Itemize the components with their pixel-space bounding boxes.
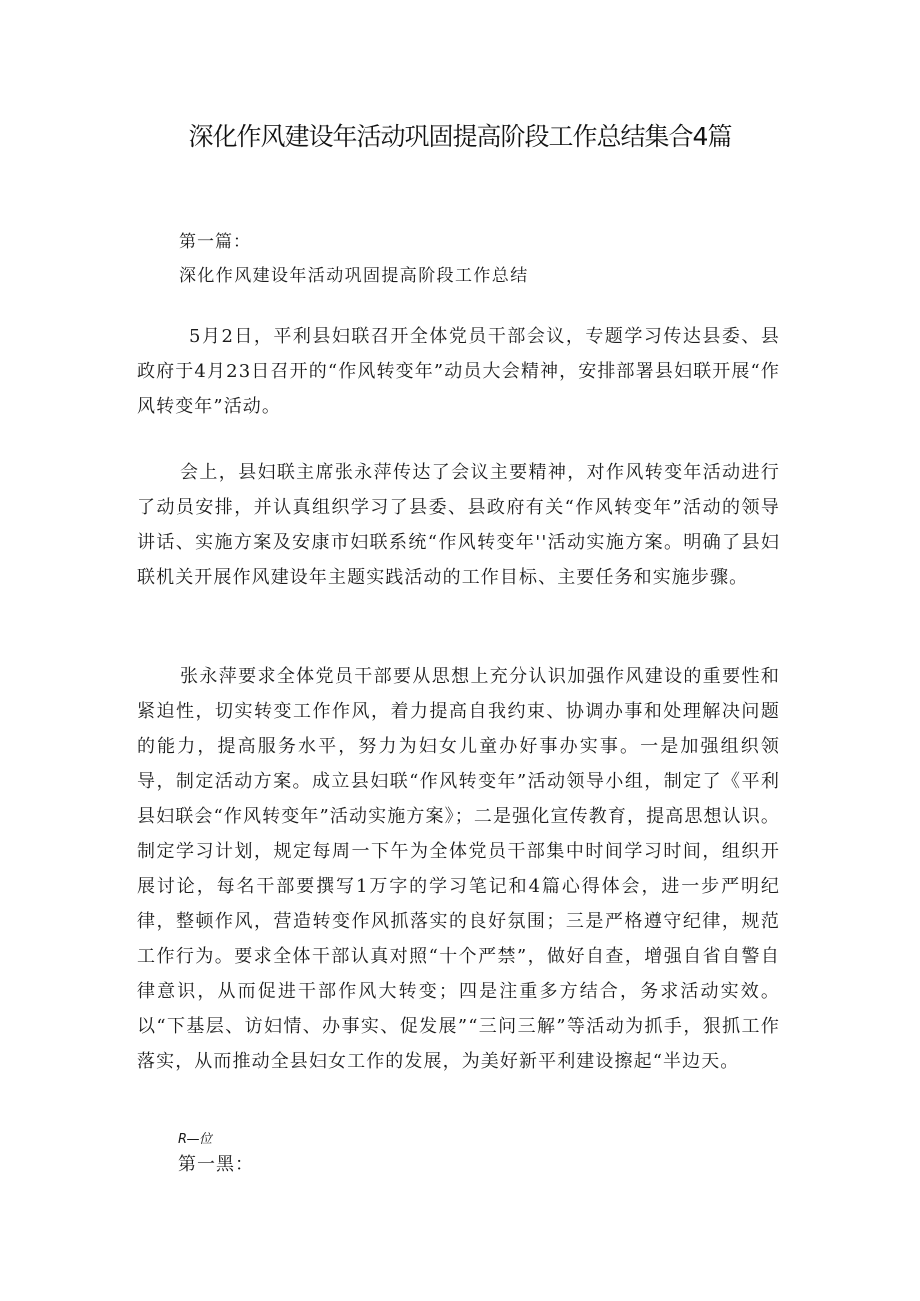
paragraph: 会上，县妇联主席张永萍传达了会议主要精神，对作风转变年活动进行了动员安排，并认真组织学习了县委、县政府有关“作风转变年”活动的领导讲话、实施方案及安康市妇联系统“作风转变年''活动实施方案。明确了县妇联机关开展作风建设年主题实践活动的工作目标、主要任务和实施步骤。 [137, 462, 780, 588]
section-label: 第一篇： [179, 232, 251, 252]
section-label: 第一黑： [178, 1154, 254, 1175]
paragraph: 张永萍要求全体党员干部要从思想上充分认识加强作风建设的重要性和紧迫性，切实转变工作作风，着力提高自我约束、协调办事和处理解决问题的能力，提高服务水平，努力为妇女儿童办好事办实事。一是加强组织领导，制定活动方案。成立县妇联“作风转变年”活动领导小组，制定了《平利县妇联会“作风转变年”活动实施方案》；二是强化宣传教育，提高思想认识。制定学习计划，规定每周一下午为全体党员干部集中时间学习时间，组织开展讨论，每名干部要撰写1万字的学习笔记和4篇心得体会，进一步严明纪律，整顿作风，营造转变作风抓落实的良好氛围；三是严格遵守纪律，规范工作行为。要求全体干部认真对照“十个严禁”，做好自查，增强自省自警自律意识，从而促进干部作风大转变；四是注重多方结合，务求活动实效。以“下基层、访妇情、办事实、促发展”“三问三解”等活动为抓手，狠抓工作落实，从而推动全县妇女工作的发展，为美好新平利建设擦起“半边天。 [137, 666, 780, 1072]
section-mark: R—位 [178, 1132, 212, 1147]
section-subtitle: 深化作风建设年活动巩固提高阶段工作总结 [179, 266, 529, 286]
document-title: 深化作风建设年活动巩固提高阶段工作总结集合4篇 [188, 122, 732, 151]
paragraph: 5月2日，平利县妇联召开全体党员干部会议，专题学习传达县委、县政府于4月23日召开的“作风转变年”动员大会精神，安排部署县妇联开展“作风转变年”活动。 [137, 326, 780, 417]
